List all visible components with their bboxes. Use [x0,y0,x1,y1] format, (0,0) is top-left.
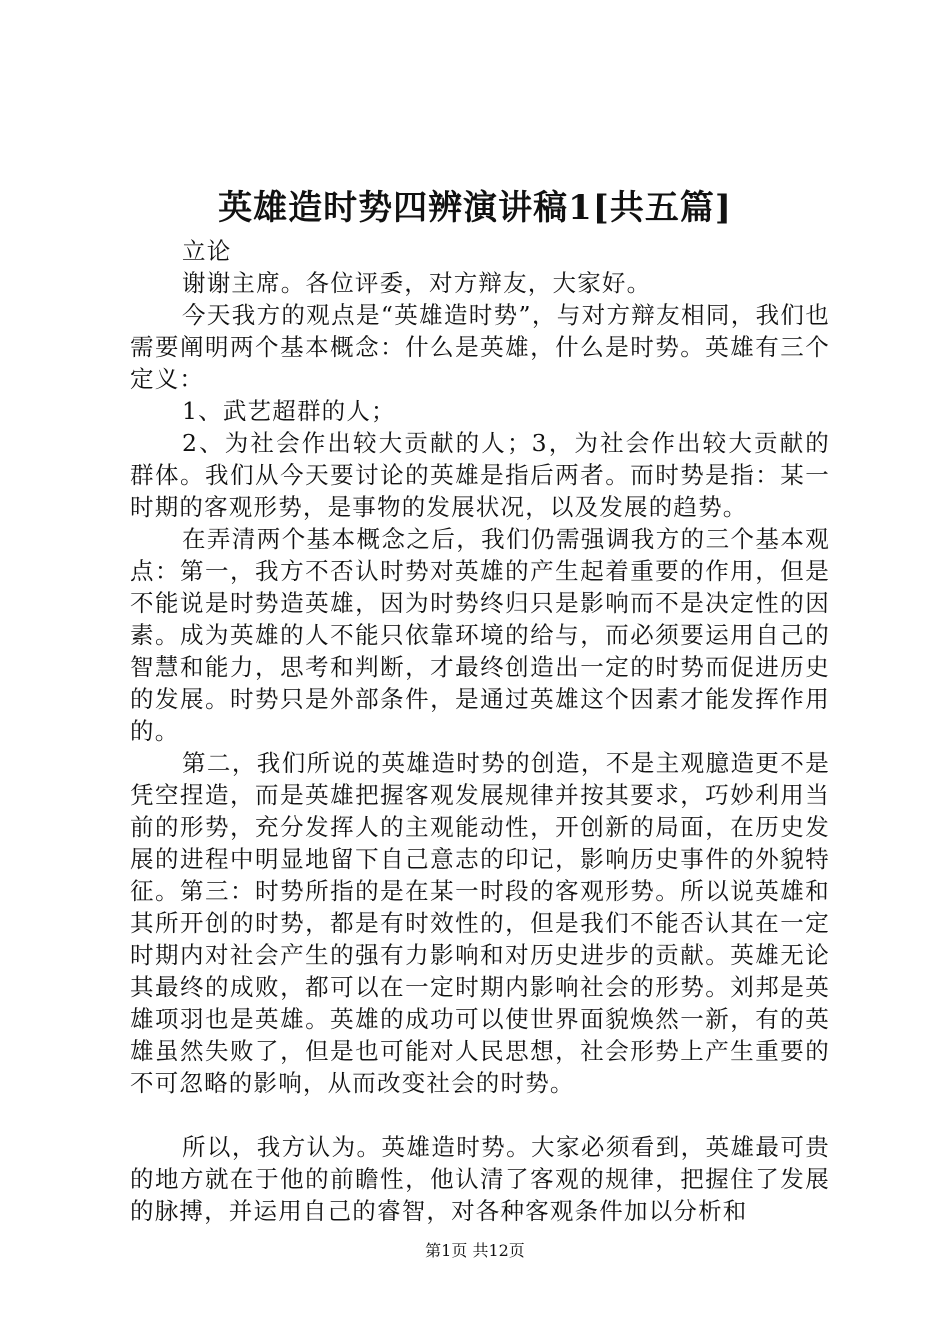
document-title: 英雄造时势四辨演讲稿1[共五篇] [218,188,732,228]
page-number: 第1页 共12页 [425,1241,525,1260]
paragraph: 第二，我们所说的英雄造时势的创造，不是主观臆造更不是凭空捏造，而是英雄把握客观发展规律并按其要求，巧妙利用当前的形势，充分发挥人的主观能动性，开创新的局面，在历史发展的进程中明显地留下自己意志的印记，影响历史事件的外貌特征。第三：时势所指的是在某一时段的客观形势。所以说英雄和其所开创的时势，都是有时效性的，但是我们不能否认其在一定时期内对社会产生的强有力影响和对历史进步的贡献。英雄无论其最终的成败，都可以在一定时期内影响社会的形势。刘邦是英雄项羽也是英雄。英雄的成功可以使世界面貌焕然一新，有的英雄虽然失败了，但是也可能对人民思想，社会形势上产生重要的不可忽略的影响，从而改变社会的时势。 [130,749,830,1097]
paragraph: 2、为社会作出较大贡献的人；3，为社会作出较大贡献的群体。我们从今天要讨论的英雄是指后两者。而时势是指：某一时期的客观形势，是事物的发展状况，以及发展的趋势。 [130,429,830,521]
paragraph: 1、武艺超群的人； [182,397,396,425]
paragraph: 今天我方的观点是“英雄造时势”，与对方辩友相同，我们也需要阐明两个基本概念：什么是英雄，什么是时势。英雄有三个定义： [130,301,830,393]
paragraph: 所以，我方认为。英雄造时势。大家必须看到，英雄最可贵的地方就在于他的前瞻性，他认清了客观的规律，把握住了发展的脉搏，并运用自己的睿智，对各种客观条件加以分析和 [130,1133,830,1225]
paragraph: 在弄清两个基本概念之后，我们仍需强调我方的三个基本观点：第一，我方不否认时势对英雄的产生起着重要的作用，但是不能说是时势造英雄，因为时势终归只是影响而不是决定性的因素。成为英雄的人不能只依靠环境的给与，而必须要运用自己的智慧和能力，思考和判断，才最终创造出一定的时势而促进历史的发展。时势只是外部条件，是通过英雄这个因素才能发挥作用的。 [130,525,830,745]
document-body [130,235,830,1227]
paragraph-heading: 立论 [182,237,232,265]
paragraph: 谢谢主席。各位评委，对方辩友，大家好。 [182,269,652,297]
